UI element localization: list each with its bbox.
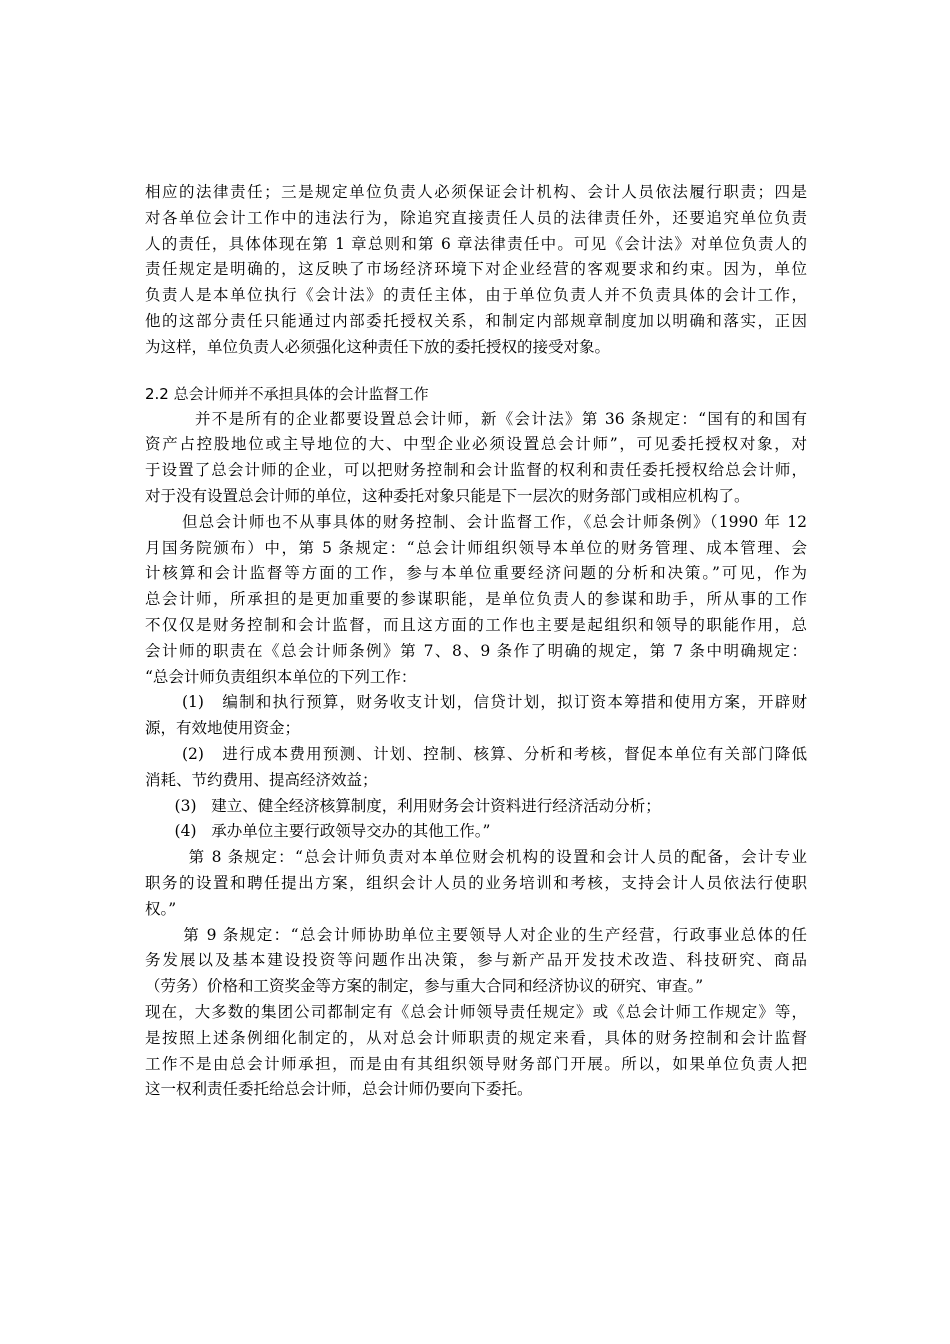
text-line: 责任规定是明确的，这反映了市场经济环境下对企业经营的客观要求和约束。因为，单位	[145, 260, 807, 279]
text-line: 相应的法律责任；三是规定单位负责人必须保证会计机构、会计人员依法履行职责；四是	[145, 183, 807, 201]
paragraph-setup	[145, 407, 807, 510]
text-line: 他的这部分责任只能通过内部委托授权关系，和制定内部规章制度加以明确和落实，正因	[145, 311, 807, 330]
text-line: 务发展以及基本建设投资等问题作出决策，参与新产品开发技术改造、科技研究、商品	[145, 951, 807, 970]
paragraph-article-8	[145, 845, 807, 922]
text-line: 计核算和会计监督等方面的工作，参与本单位重要经济问题的分析和决策。”可见，作为	[145, 564, 807, 583]
text-line: 权。”	[145, 899, 177, 918]
text-line: 对各单位会计工作中的违法行为，除追究直接责任人员的法律责任外，还要追究单位负责	[145, 208, 807, 227]
text-line: 职务的设置和聘任提出方案，组织会计人员的业务培训和考核，支持会计人员依法行使职	[145, 873, 807, 892]
paragraph-regulation	[145, 510, 807, 691]
text-line: 月国务院颁布）中，第 5 条规定：“总会计师组织领导本单位的财务管理、成本管理、会	[145, 538, 807, 557]
text-line: 总会计师，所承担的是更加重要的参谋职能，是单位负责人的参谋和助手，所从事的工作	[145, 590, 807, 609]
section-heading: 2.2 总会计师并不承担具体的会计监督工作	[145, 384, 429, 403]
text-line: 并不是所有的企业都要设置总会计师，新《会计法》第 36 条规定：“国有的和国有	[145, 409, 807, 428]
list-item-3	[145, 794, 807, 820]
text-line: 现在，大多数的集团公司都制定有《总会计师领导责任规定》或《总会计师工作规定》等，	[145, 1002, 807, 1021]
paragraph-responsibility	[145, 180, 807, 361]
text-line: 第 8 条规定：“总会计师负责对本单位财会机构的设置和会计人员的配备，会计专业	[145, 848, 807, 867]
text-line: 资产占控股地位或主导地位的大、中型企业必须设置总会计师”，可见委托授权对象，对	[145, 435, 807, 454]
text-line: 源，有效地使用资金；	[145, 719, 301, 738]
text-line: 工作不是由总会计师承担，而是由有其组织领导财务部门开展。所以，如果单位负责人把	[145, 1054, 807, 1073]
text-line: 消耗、节约费用、提高经济效益；	[145, 770, 378, 789]
list-item-4	[145, 819, 807, 845]
text-line: 会计师的职责在《总会计师条例》第 7、8、9 条作了明确的规定，第 7 条中明确规定：	[145, 641, 807, 660]
text-line: 第 9 条规定：“总会计师协助单位主要领导人对企业的生产经营，行政事业总体的任	[145, 925, 807, 944]
text-line: (4) 承办单位主要行政领导交办的其他工作。”	[145, 822, 491, 841]
text-line: (3) 建立、健全经济核算制度，利用财务会计资料进行经济活动分析；	[145, 796, 661, 815]
text-line: 人的责任，具体体现在第 1 章总则和第 6 章法律责任中。可见《会计法》对单位负责人的	[145, 234, 807, 253]
document-page	[145, 180, 807, 1103]
section-gap	[145, 361, 807, 381]
text-line: (2) 进行成本费用预测、计划、控制、核算、分析和考核，督促本单位有关部门降低	[145, 744, 807, 763]
text-line: 为这样，单位负责人必须强化这种责任下放的委托授权的接受对象。	[145, 337, 611, 356]
text-line: 但总会计师也不从事具体的财务控制、会计监督工作，《总会计师条例》（1990 年 12	[145, 512, 807, 531]
text-line: 不仅仅是财务控制和会计监督，而且这方面的工作也主要是起组织和领导的职能作用，总	[145, 615, 807, 634]
text-line: 于设置了总会计师的企业，可以把财务控制和会计监督的权利和责任委托授权给总会计师，	[145, 461, 807, 480]
text-line: （劳务）价格和工资奖金等方案的制定，参与重大合同和经济协议的研究、审查。”	[145, 977, 704, 996]
paragraph-conclusion	[145, 1000, 807, 1103]
text-line: 负责人是本单位执行《会计法》的责任主体，由于单位负责人并不负责具体的会计工作，	[145, 286, 807, 305]
paragraph-article-9	[145, 923, 807, 1000]
text-line: (1) 编制和执行预算，财务收支计划，信贷计划，拟订资本筹措和使用方案，开辟财	[145, 693, 807, 712]
text-line: 这一权利责任委托给总会计师，总会计师仍要向下委托。	[145, 1080, 533, 1099]
text-line: “总会计师负责组织本单位的下列工作：	[145, 667, 417, 686]
text-line: 是按照上述条例细化制定的，从对总会计师职责的规定来看，具体的财务控制和会计监督	[145, 1028, 807, 1047]
text-line: 对于没有设置总会计师的单位，这种委托对象只能是下一层次的财务部门或相应机构了。	[145, 486, 750, 505]
list-item-2	[145, 742, 807, 794]
list-item-1	[145, 690, 807, 742]
